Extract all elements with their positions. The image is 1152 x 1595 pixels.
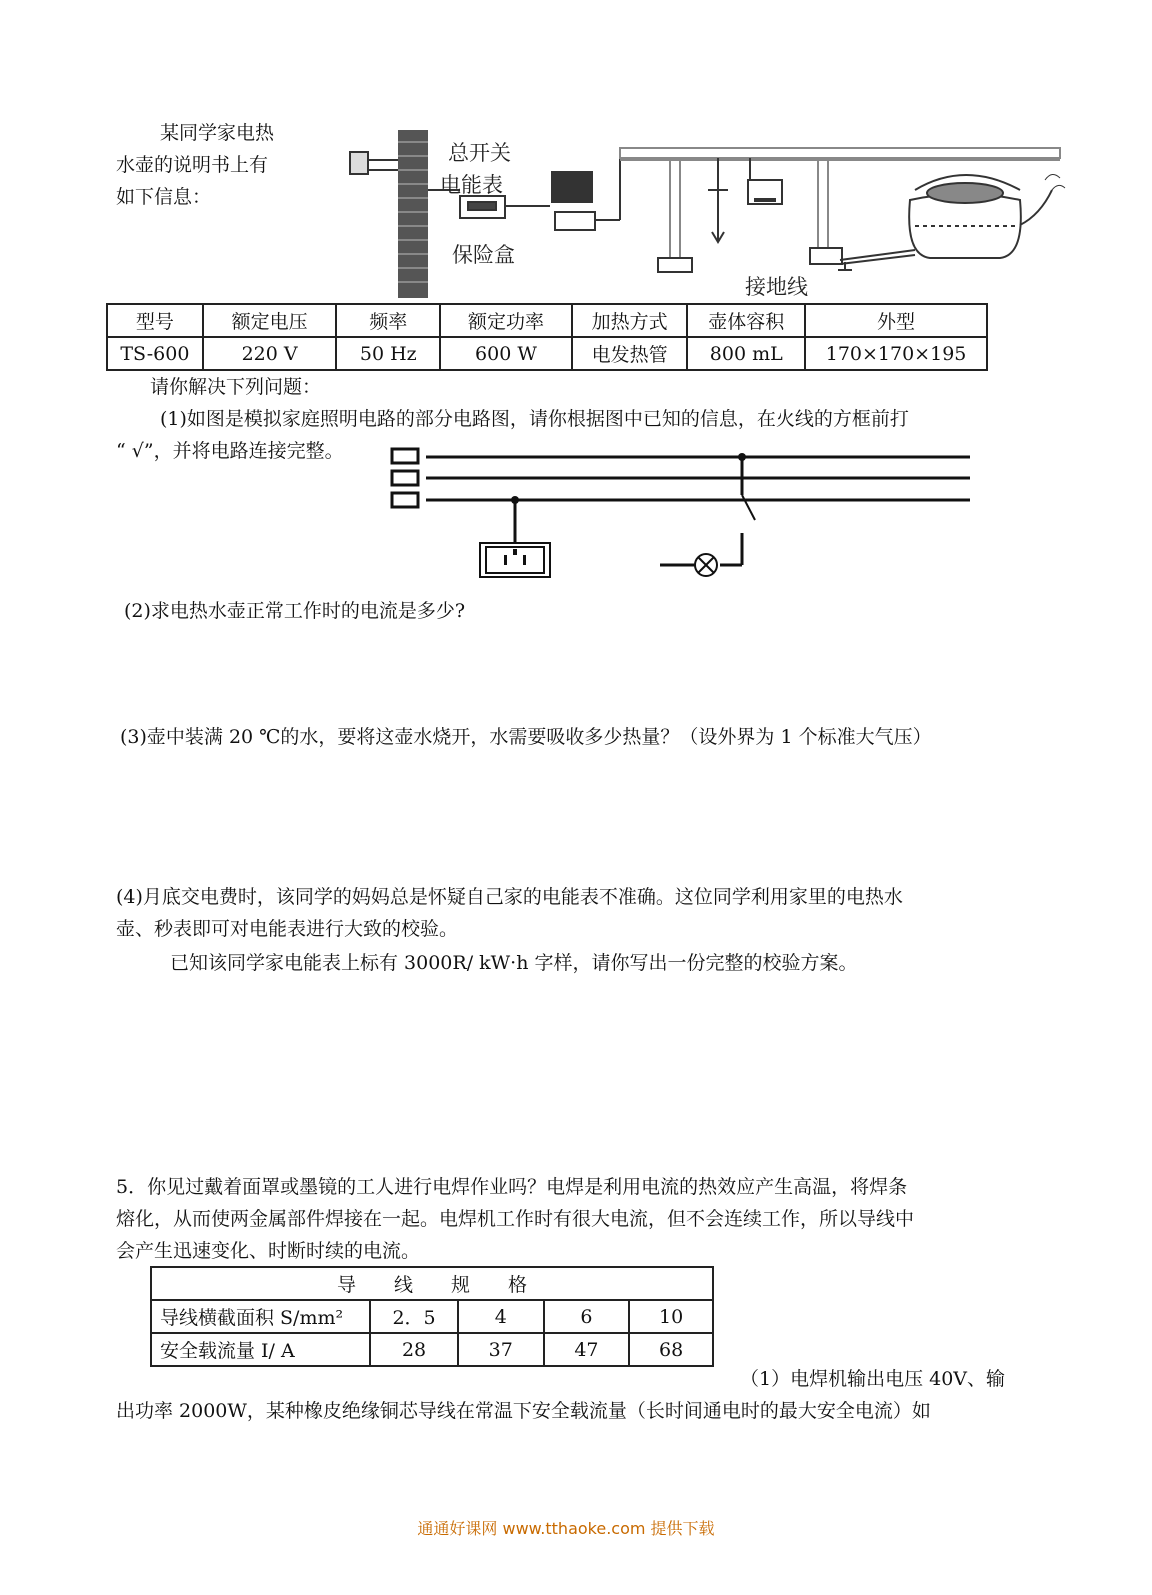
q4-line-1: (4)月底交电费时，该同学的妈妈总是怀疑自己家的电能表不准确。这位同学利用家里的电热水 [116,886,903,908]
spec-value-cell: 220 V [203,337,337,370]
wire-area-label: 导线横截面积 S/mm² [151,1300,370,1333]
spec-header-cell: 加热方式 [572,304,688,337]
q2-text: (2)求电热水壶正常工作时的电流是多少? [124,600,466,622]
spec-value-row [107,337,987,370]
spec-value-cell: 170×170×195 [805,337,987,370]
q5-line-1: 5．你见过戴着面罩或墨镜的工人进行电焊作业吗？电焊是利用电流的热效应产生高温，将焊条 [116,1176,908,1198]
q1-line-1: (1)如图是模拟家庭照明电路的部分电路图，请你根据图中已知的信息，在火线的方框前打 [160,408,909,430]
spec-header-row [107,304,987,337]
q5-line-2: 熔化，从而使两金属部件焊接在一起。电焊机工作时有很大电流，但不会连续工作，所以导线中 [116,1208,915,1230]
wire-current-value: 47 [544,1333,630,1366]
q1-line-2: “ √”，并将电路连接完整。 [116,440,344,462]
spec-value-cell: TS-600 [107,337,203,370]
wire-area-value: 4 [458,1300,544,1333]
spec-header-cell: 壶体容积 [687,304,805,337]
intro-line-3: 如下信息： [116,186,212,208]
spec-header-cell: 频率 [336,304,440,337]
wire-box-top[interactable] [392,449,418,463]
prompt-text: 请你解决下列问题： [150,376,322,398]
q5-1-line-1: （1）电焊机输出电压 40V、输 [740,1368,1006,1390]
spec-header-cell: 外型 [805,304,987,337]
intro-line-2: 水壶的说明书上有 [116,154,269,176]
spec-value-cell: 50 Hz [336,337,440,370]
wire-area-value: 10 [629,1300,713,1333]
wire-area-value: 2．5 [370,1300,458,1333]
wire-box-middle[interactable] [392,471,418,485]
lighting-circuit-diagram [390,445,980,585]
wire-title-row [151,1267,713,1300]
spec-value-cell: 电发热管 [572,337,688,370]
kettle-spec-table [106,303,988,371]
wire-current-label: 安全载流量 I/ A [151,1333,370,1366]
intro-line-1: 某同学家电热 [160,122,275,144]
ground-wire-label: 接地线 [745,275,808,299]
q3-text: (3)壶中装满 20 ℃的水，要将这壶水烧开，水需要吸收多少热量？（设外界为 1 个标准大气压） [120,726,932,748]
spec-header-cell: 额定电压 [203,304,337,337]
meter-label: 电能表 [440,173,503,197]
main-switch-label: 总开关 [448,141,511,165]
fuse-box-label: 保险盒 [452,243,515,267]
spec-header-cell: 额定功率 [440,304,572,337]
q5-line-3: 会产生迅速变化、时断时续的电流。 [116,1240,421,1262]
wire-area-row [151,1300,713,1333]
household-circuit-illustration [340,130,1070,302]
wire-current-value: 68 [629,1333,713,1366]
wire-current-row [151,1333,713,1366]
footer-link[interactable]: 通通好课网 www.tthaoke.com 提供下载 [417,1519,715,1538]
q4-line-2: 壶、秒表即可对电能表进行大致的校验。 [116,918,459,940]
spec-value-cell: 600 W [440,337,572,370]
wire-table-title: 导 线 规 格 [151,1267,713,1300]
wire-area-value: 6 [544,1300,630,1333]
wire-current-value: 37 [458,1333,544,1366]
wire-current-value: 28 [370,1333,458,1366]
spec-header-cell: 型号 [107,304,203,337]
spec-value-cell: 800 mL [687,337,805,370]
q4-line-3: 已知该同学家电能表上标有 3000R/ kW·h 字样，请你写出一份完整的校验方案。 [170,952,858,974]
wire-spec-table [150,1266,714,1367]
q5-1-line-2: 出功率 2000W，某种橡皮绝缘铜芯导线在常温下安全载流量（长时间通电时的最大安全电流）如 [116,1400,931,1422]
wire-box-bottom[interactable] [392,493,418,507]
